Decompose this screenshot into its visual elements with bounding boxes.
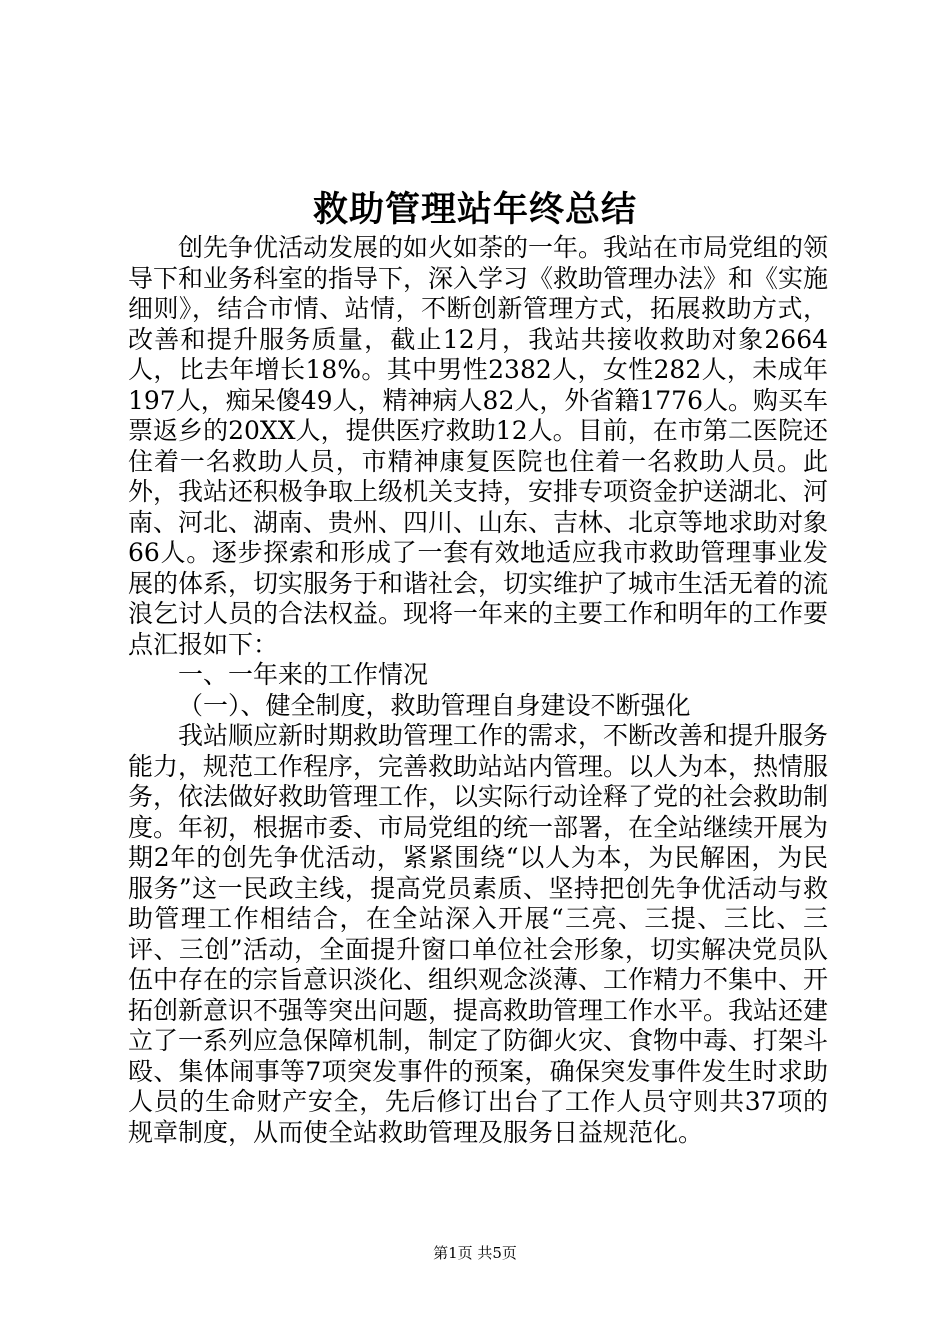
document-title: 救助管理站年终总结 [312,189,637,230]
document-body [128,233,828,1148]
paragraph-intro: 创先争优活动发展的如火如荼的一年。我站在市局党组的领导下和业务科室的指导下，深入学习《救助管理办法》和《实施细则》，结合市情、站情，不断创新管理方式，拓展救助方式，改善和提升服务质量，截止12月，我站共接收救助对象2664人，比去年增长18%。其中男性2382人，女性282人，未成年197人，痴呆傻49人，精神病人82人，外省籍1776人。购买车票返乡的20XX人，提供医疗救助12人。目前，在市第二医院还住着一名救助人员，市精神康复医院也住着一名救助人员。此外，我站还积极争取上级机关支持，安排专项资金护送湖北、河南、河北、湖南、贵州、四川、山东、吉林、北京等地求助对象66人。逐步探索和形成了一套有效地适应我市救助管理事业发展的体系，切实服务于和谐社会，切实维护了城市生活无着的流浪乞讨人员的合法权益。现将一年来的主要工作和明年的工作要点汇报如下： [128,233,829,659]
section-heading: 一、一年来的工作情况 [178,660,429,689]
paragraph-body: 我站顺应新时期救助管理工作的需求，不断改善和提升服务能力，规范工作程序，完善救助站站内管理。以人为本，热情服务，依法做好救助管理工作，以实际行动诠释了党的社会救助制度。年初，根据市委、市局党组的统一部署，在全站继续开展为期2年的创先争优活动，紧紧围绕“以人为本，为民解困，为民服务”这一民政主线，提高党员素质、坚持把创先争优活动与救助管理工作相结合，在全站深入开展“三亮、三提、三比、三评、三创”活动，全面提升窗口单位社会形象，切实解决党员队伍中存在的宗旨意识淡化、组织观念淡薄、工作精力不集中、开拓创新意识不强等突出问题，提高救助管理工作水平。我站还建立了一系列应急保障机制，制定了防御火灾、食物中毒、打架斗殴、集体闹事等7项突发事件的预案，确保突发事件发生时求助人员的生命财产安全，先后修订出台了工作人员守则共37项的规章制度，从而使全站救助管理及服务日益规范化。 [128,721,829,1147]
subsection-heading: （一）、健全制度，救助管理自身建设不断强化 [178,690,691,720]
page-number: 第1页 共5页 [433,1244,517,1262]
